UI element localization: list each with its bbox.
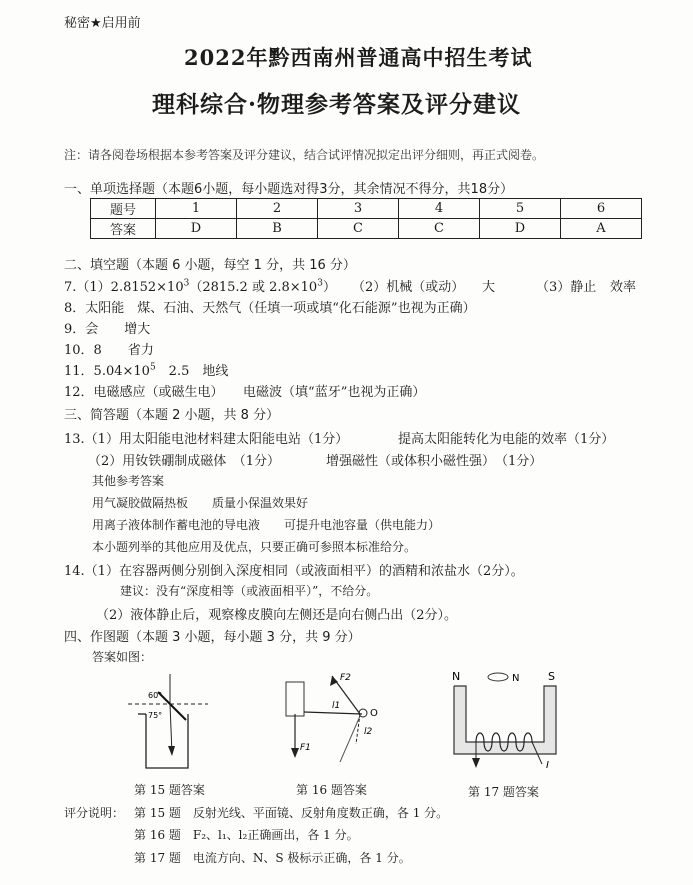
table-cell: C — [399, 219, 480, 239]
figure-15-caption: 第 15 题答案 — [134, 783, 205, 797]
q7-part1: 7.（1）2.8152×10 — [64, 280, 184, 295]
answer-q11 — [64, 360, 228, 379]
q11-prefix: 11．5.04×10 — [64, 364, 150, 379]
compass-needle-icon — [488, 673, 508, 681]
table-cell: D — [156, 219, 237, 239]
f2-arrow-icon — [330, 676, 338, 686]
table-row — [91, 199, 642, 219]
answer-q8: 8．太阳能 煤、石油、天然气（任填一项或填“化石能源”也视为正确） — [64, 301, 476, 316]
ray-arrow-icon — [168, 746, 175, 756]
scoring-17: 第 17 题 电流方向、N、S 极标示正确，各 1 分。 — [134, 851, 411, 865]
page-subtitle: 理科综合·物理参考答案及评分建议 — [152, 91, 522, 118]
well-outline — [146, 714, 188, 768]
answer-q13-2a: （2）用钕铁硼制成磁体 （1分） — [88, 454, 281, 469]
answer-table — [90, 198, 642, 239]
q7-part2b: 大 — [482, 280, 496, 295]
table-cell: 5 — [480, 199, 561, 219]
table-row — [91, 219, 642, 239]
o-label: O — [370, 708, 378, 719]
table-cell: 题号 — [91, 199, 156, 219]
other-answers-title: 其他参考答案 — [92, 474, 165, 488]
mirror-line — [158, 692, 186, 720]
f1-arrow-icon — [291, 748, 299, 758]
angle-60-label: 60° — [148, 691, 163, 700]
figure-17-caption: 第 17 题答案 — [468, 785, 539, 799]
f2-label: F2 — [340, 673, 351, 683]
figure-16-caption: 第 16 题答案 — [296, 783, 367, 797]
answer-q13-1b: 提高太阳能转化为电能的效率（1分） — [398, 432, 615, 447]
other-answer-3: 本小题列举的其他应用及优点，只要正确可参照本标准给分。 — [92, 540, 417, 554]
table-cell: 答案 — [91, 219, 156, 239]
answer-q14-1: 14.（1）在容器两侧分别倒入深度相同（或液面相平）的酒精和浓盐水（2分）。 — [64, 564, 524, 579]
figure-answer-label: 答案如图： — [92, 650, 153, 664]
answer-q14-note: 建议：没有“深度相等（或液面相平）”，不给分。 — [120, 584, 379, 598]
f1-label: F1 — [300, 743, 311, 753]
answer-q7 — [64, 276, 336, 295]
q7-mid: （2815.2 或 2.8×10 — [189, 280, 318, 295]
section1-heading: 一、单项选择题（本题6小题，每小题选对得3分，其余情况不得分，共18分） — [64, 182, 514, 197]
section4-heading: 四、作图题（本题 3 小题，每小题 3 分，共 9 分） — [64, 630, 361, 645]
answer-q12: 12．电磁感应（或磁生电） 电磁波（填“蓝牙”也视为正确） — [64, 385, 426, 400]
section2-heading: 二、填空题（本题 6 小题，每空 1 分，共 16 分） — [64, 258, 356, 273]
q7-suffix: ） — [322, 280, 336, 295]
pivot-o — [359, 709, 367, 717]
figure-17 — [446, 668, 570, 772]
table-cell: 1 — [156, 199, 237, 219]
lever-arm — [304, 712, 362, 714]
figure-16 — [270, 664, 390, 774]
table-cell: B — [237, 219, 318, 239]
q7-part2: （2）机械（或动） — [352, 280, 465, 295]
scoring-16: 第 16 题 F₂、l₁、l₂正确画出，各 1 分。 — [134, 828, 359, 842]
table-cell: A — [561, 219, 642, 239]
scoring-15: 第 15 题 反射光线、平面镜、反射角度数正确，各 1 分。 — [134, 806, 449, 820]
angle-75-label: 75° — [148, 711, 163, 720]
answer-q14-2: （2）液体静止后，观察橡皮膜向左侧还是向右侧凸出（2分）。 — [96, 608, 458, 623]
table-cell: 2 — [237, 199, 318, 219]
q7-part3b: 效率 — [610, 280, 637, 295]
magnet-n-label: N — [452, 670, 461, 683]
table-cell: 3 — [318, 199, 399, 219]
table-cell: 6 — [561, 199, 642, 219]
q7-exp2: 3 — [317, 278, 323, 289]
u-magnet — [454, 686, 556, 754]
figure-15 — [118, 664, 218, 772]
table-cell: 4 — [399, 199, 480, 219]
scoring-label: 评分说明： — [64, 806, 125, 820]
answer-q10: 10．8 省力 — [64, 343, 154, 358]
q11-suffix: 2.5 地线 — [155, 364, 229, 379]
table-cell: C — [318, 219, 399, 239]
q7-part3: （3）静止 — [536, 280, 597, 295]
other-answer-2: 用离子液体制作蓄电池的导电液 可提升电池容量（供电能力） — [92, 518, 441, 532]
section3-heading: 三、简答题（本题 2 小题，共 8 分） — [64, 408, 280, 423]
q11-exp: 5 — [149, 362, 156, 373]
l2-label: l2 — [364, 727, 373, 737]
stand — [286, 682, 304, 716]
magnet-s-label: S — [548, 670, 555, 683]
answer-q13-2b: 增强磁性（或体积小磁性强） （1分） — [326, 454, 543, 469]
l1-label: l1 — [332, 701, 341, 711]
q7-exp1: 3 — [183, 278, 190, 289]
compass-n-label: N — [512, 673, 520, 684]
page-title: 2022年黔西南州普通高中招生考试 — [184, 45, 533, 70]
grading-note: 注：请各阅卷场根据本参考答案及评分建议，结合试评情况拟定出评分细则，再正式阅卷。 — [64, 148, 545, 162]
table-cell: D — [480, 219, 561, 239]
other-answer-1: 用气凝胶做隔热板 质量小保温效果好 — [92, 496, 309, 510]
secret-label: 秘密★启用前 — [64, 16, 141, 31]
answer-q9: 9．会 增大 — [64, 322, 151, 337]
answer-q13-1a: 13.（1）用太阳能电池材料建太阳能电站（1分） — [64, 432, 349, 447]
current-label: I — [546, 760, 549, 771]
current-arrow-icon — [472, 758, 480, 768]
